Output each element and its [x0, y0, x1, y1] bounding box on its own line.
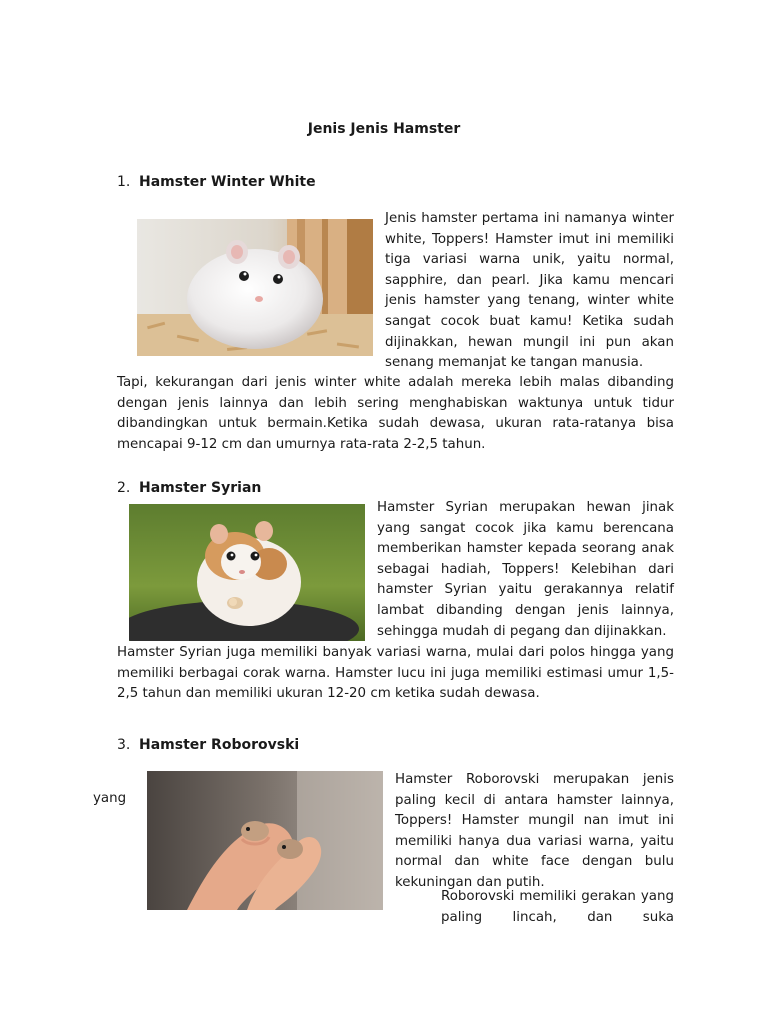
syrian-side-paragraph: Hamster Syrian merupakan hewan jinak yang sangat cocok jika kamu berencana memberikan hamster kepada seorang anak sebagai hadiah, Toppers! Kelebihan dari hamster Syrian yaitu gerakannya relatif lambat dibanding dengan jenis lainnya, sehingga mudah di pegang dan dijinakkan. [377, 500, 674, 639]
section-heading-winter-white [117, 174, 316, 190]
winter-white-hamster-image [137, 219, 373, 356]
section-title: Hamster Roborovski [139, 737, 300, 753]
section-heading-syrian [117, 480, 261, 496]
section-title: Hamster Syrian [139, 480, 262, 496]
section-heading-roborovski [117, 737, 299, 753]
syrian-hamster-image [129, 504, 365, 641]
roborovski-hamster-image [147, 771, 383, 910]
document-title: Jenis Jenis Hamster [307, 121, 461, 137]
roborovski-side-paragraph: Hamster Roborovski merupakan jenis paling kecil di antara hamster lainnya, Toppers! Hamster mungil nan imut ini memiliki hanya dua variasi warna, yaitu normal dan white face dengan bulu kekuningan dan putih. [395, 772, 674, 890]
section-number: 2. [117, 480, 131, 496]
stray-word: yang [93, 791, 127, 806]
winter-white-side-paragraph: Jenis hamster pertama ini namanya winter white, Toppers! Hamster imut ini memiliki tiga variasi warna unik, yaitu normal, sapphire, dan pearl. Jika kamu mencari jenis hamster yang tenang, winter white sangat cocok buat kamu! Ketika sudah dijinakkan, hewan mungil ini pun akan senang memanjat ke tangan manusia. [385, 211, 674, 371]
roborovski-indented-paragraph: Roborovski memiliki gerakan yang paling lincah, dan suka [441, 889, 674, 925]
section-title: Hamster Winter White [139, 174, 316, 190]
syrian-paragraph: Hamster Syrian juga memiliki banyak variasi warna, mulai dari polos hingga yang memiliki berbagai corak warna. Hamster lucu ini juga memiliki estimasi umur 1,5-2,5 tahun dan memiliki ukuran 12-20 cm ketika sudah dewasa. [117, 645, 674, 702]
section-number: 3. [117, 737, 131, 753]
winter-white-paragraph: Tapi, kekurangan dari jenis winter white adalah mereka lebih malas dibanding dengan jenis lainnya dan lebih sering menghabiskan waktunya untuk tidur dibandingkan untuk bermain.Ketika sudah dewasa, ukuran rata-ratanya bisa mencapai 9-12 cm dan umurnya rata-rata 2-2,5 tahun. [117, 375, 674, 452]
section-number: 1. [117, 174, 131, 190]
